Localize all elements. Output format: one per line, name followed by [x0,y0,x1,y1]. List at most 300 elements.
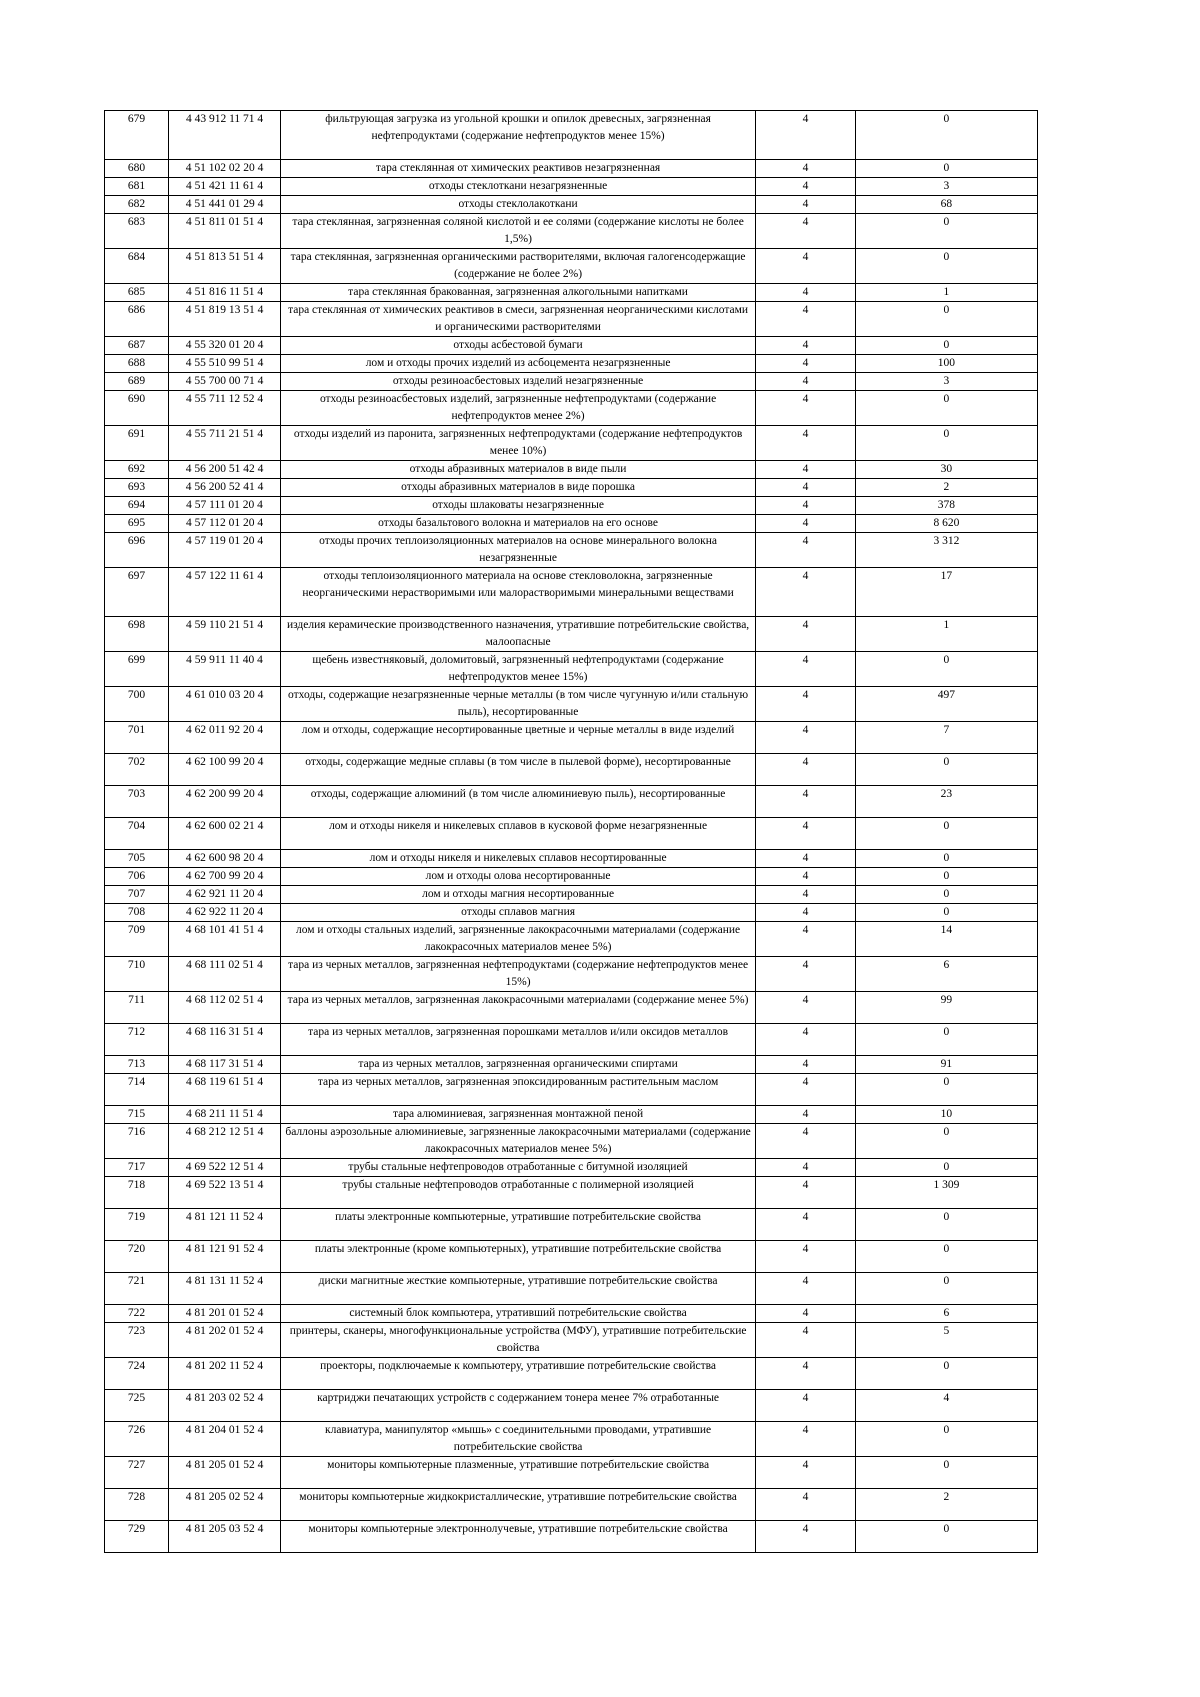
row-number-cell: 715 [105,1106,169,1124]
hazard-class-cell: 4 [756,1390,856,1422]
waste-table-body [105,111,1038,1553]
table-row [105,1074,1038,1106]
waste-name-cell: проекторы, подключаемые к компьютеру, утратившие потребительские свойства [281,1358,756,1390]
hazard-class-cell: 4 [756,1124,856,1159]
quantity-cell: 0 [855,1209,1037,1241]
quantity-cell: 0 [855,754,1037,786]
row-number-cell: 688 [105,355,169,373]
quantity-cell: 0 [855,249,1037,284]
table-row [105,868,1038,886]
row-number-cell: 723 [105,1323,169,1358]
row-number-cell: 708 [105,904,169,922]
row-number-cell: 716 [105,1124,169,1159]
row-number-cell: 709 [105,922,169,957]
hazard-class-cell: 4 [756,426,856,461]
quantity-cell: 0 [855,818,1037,850]
table-row [105,754,1038,786]
row-number-cell: 728 [105,1489,169,1521]
waste-name-cell: отходы, содержащие незагрязненные черные металлы (в том числе чугунную и/или стальную пыль), несортированные [281,687,756,722]
table-row [105,1358,1038,1390]
waste-name-cell: тара из черных металлов, загрязненная эпоксидированным растительным маслом [281,1074,756,1106]
quantity-cell: 0 [855,391,1037,426]
hazard-class-cell: 4 [756,868,856,886]
quantity-cell: 0 [855,886,1037,904]
hazard-class-cell: 4 [756,904,856,922]
quantity-cell: 0 [855,111,1037,160]
table-row [105,373,1038,391]
table-row [105,1106,1038,1124]
table-row [105,1209,1038,1241]
waste-code-cell: 4 81 121 91 52 4 [169,1241,281,1273]
hazard-class-cell: 4 [756,1521,856,1553]
row-number-cell: 704 [105,818,169,850]
row-number-cell: 691 [105,426,169,461]
hazard-class-cell: 4 [756,111,856,160]
quantity-cell: 0 [855,214,1037,249]
quantity-cell: 0 [855,160,1037,178]
waste-name-cell: отходы абразивных материалов в виде порошка [281,479,756,497]
waste-name-cell: лом и отходы никеля и никелевых сплавов в кусковой форме незагрязненные [281,818,756,850]
table-row [105,1241,1038,1273]
waste-code-cell: 4 69 522 12 51 4 [169,1159,281,1177]
waste-code-cell: 4 51 421 11 61 4 [169,178,281,196]
hazard-class-cell: 4 [756,497,856,515]
hazard-class-cell: 4 [756,786,856,818]
hazard-class-cell: 4 [756,1489,856,1521]
row-number-cell: 697 [105,568,169,617]
row-number-cell: 679 [105,111,169,160]
waste-code-cell: 4 68 111 02 51 4 [169,957,281,992]
table-row [105,1159,1038,1177]
quantity-cell: 7 [855,722,1037,754]
row-number-cell: 696 [105,533,169,568]
waste-name-cell: фильтрующая загрузка из угольной крошки и опилок древесных, загрязненная нефтепродуктами (содержание нефтепродуктов менее 15%) [281,111,756,160]
waste-name-cell: отходы стеклоткани незагрязненные [281,178,756,196]
waste-name-cell: диски магнитные жесткие компьютерные, утратившие потребительские свойства [281,1273,756,1305]
row-number-cell: 682 [105,196,169,214]
waste-name-cell: мониторы компьютерные электроннолучевые, утратившие потребительские свойства [281,1521,756,1553]
waste-code-cell: 4 68 212 12 51 4 [169,1124,281,1159]
quantity-cell: 1 [855,617,1037,652]
table-row [105,1124,1038,1159]
table-row [105,461,1038,479]
waste-name-cell: лом и отходы прочих изделий из асбоцемента незагрязненные [281,355,756,373]
waste-code-cell: 4 57 111 01 20 4 [169,497,281,515]
table-row [105,568,1038,617]
waste-code-cell: 4 55 320 01 20 4 [169,337,281,355]
hazard-class-cell: 4 [756,178,856,196]
row-number-cell: 717 [105,1159,169,1177]
hazard-class-cell: 4 [756,1024,856,1056]
table-row [105,722,1038,754]
waste-name-cell: отходы абразивных материалов в виде пыли [281,461,756,479]
table-row [105,337,1038,355]
waste-code-cell: 4 62 921 11 20 4 [169,886,281,904]
row-number-cell: 724 [105,1358,169,1390]
table-row [105,886,1038,904]
quantity-cell: 0 [855,1457,1037,1489]
hazard-class-cell: 4 [756,214,856,249]
hazard-class-cell: 4 [756,284,856,302]
hazard-class-cell: 4 [756,373,856,391]
hazard-class-cell: 4 [756,850,856,868]
waste-name-cell: отходы, содержащие алюминий (в том числе алюминиевую пыль), несортированные [281,786,756,818]
quantity-cell: 378 [855,497,1037,515]
waste-code-cell: 4 59 911 11 40 4 [169,652,281,687]
row-number-cell: 710 [105,957,169,992]
waste-code-cell: 4 55 510 99 51 4 [169,355,281,373]
waste-code-cell: 4 55 711 21 51 4 [169,426,281,461]
waste-name-cell: платы электронные (кроме компьютерных), утратившие потребительские свойства [281,1241,756,1273]
waste-code-cell: 4 51 102 02 20 4 [169,160,281,178]
table-row [105,355,1038,373]
waste-name-cell: тара стеклянная от химических реактивов незагрязненная [281,160,756,178]
waste-code-cell: 4 68 117 31 51 4 [169,1056,281,1074]
quantity-cell: 99 [855,992,1037,1024]
hazard-class-cell: 4 [756,479,856,497]
table-row [105,1422,1038,1457]
table-row [105,515,1038,533]
row-number-cell: 692 [105,461,169,479]
waste-code-cell: 4 81 205 03 52 4 [169,1521,281,1553]
table-row [105,214,1038,249]
quantity-cell: 3 [855,178,1037,196]
waste-name-cell: тара стеклянная от химических реактивов в смеси, загрязненная неорганическими кислотами и органическими растворителями [281,302,756,337]
waste-name-cell: отходы стеклолакоткани [281,196,756,214]
row-number-cell: 685 [105,284,169,302]
hazard-class-cell: 4 [756,1305,856,1323]
waste-name-cell: отходы асбестовой бумаги [281,337,756,355]
waste-name-cell: тара из черных металлов, загрязненная органическими спиртами [281,1056,756,1074]
waste-name-cell: отходы сплавов магния [281,904,756,922]
quantity-cell: 68 [855,196,1037,214]
waste-name-cell: лом и отходы никеля и никелевых сплавов несортированные [281,850,756,868]
hazard-class-cell: 4 [756,515,856,533]
row-number-cell: 681 [105,178,169,196]
waste-code-cell: 4 81 121 11 52 4 [169,1209,281,1241]
hazard-class-cell: 4 [756,1358,856,1390]
waste-code-cell: 4 81 205 02 52 4 [169,1489,281,1521]
table-row [105,1177,1038,1209]
table-row [105,1489,1038,1521]
row-number-cell: 699 [105,652,169,687]
quantity-cell: 3 312 [855,533,1037,568]
row-number-cell: 680 [105,160,169,178]
row-number-cell: 712 [105,1024,169,1056]
quantity-cell: 100 [855,355,1037,373]
waste-name-cell: лом и отходы стальных изделий, загрязненные лакокрасочными материалами (содержание лакокрасочных материалов менее 5%) [281,922,756,957]
hazard-class-cell: 4 [756,160,856,178]
table-row [105,497,1038,515]
hazard-class-cell: 4 [756,1422,856,1457]
table-row [105,1305,1038,1323]
quantity-cell: 14 [855,922,1037,957]
waste-code-cell: 4 62 200 99 20 4 [169,786,281,818]
quantity-cell: 0 [855,904,1037,922]
table-row [105,818,1038,850]
waste-name-cell: отходы изделий из паронита, загрязненных нефтепродуктами (содержание нефтепродуктов менее 10%) [281,426,756,461]
waste-code-cell: 4 62 700 99 20 4 [169,868,281,886]
row-number-cell: 713 [105,1056,169,1074]
waste-code-cell: 4 51 811 01 51 4 [169,214,281,249]
quantity-cell: 0 [855,1124,1037,1159]
table-row [105,1323,1038,1358]
quantity-cell: 1 [855,284,1037,302]
hazard-class-cell: 4 [756,302,856,337]
table-row [105,904,1038,922]
row-number-cell: 720 [105,1241,169,1273]
row-number-cell: 705 [105,850,169,868]
waste-name-cell: картриджи печатающих устройств с содержанием тонера менее 7% отработанные [281,1390,756,1422]
quantity-cell: 0 [855,426,1037,461]
row-number-cell: 689 [105,373,169,391]
table-row [105,957,1038,992]
waste-name-cell: клавиатура, манипулятор «мышь» с соединительными проводами, утратившие потребительские свойства [281,1422,756,1457]
waste-name-cell: трубы стальные нефтепроводов отработанные с полимерной изоляцией [281,1177,756,1209]
waste-code-cell: 4 51 816 11 51 4 [169,284,281,302]
hazard-class-cell: 4 [756,1177,856,1209]
waste-code-cell: 4 81 204 01 52 4 [169,1422,281,1457]
waste-name-cell: тара стеклянная бракованная, загрязненная алкогольными напитками [281,284,756,302]
waste-name-cell: мониторы компьютерные жидкокристаллические, утратившие потребительские свойства [281,1489,756,1521]
quantity-cell: 0 [855,1521,1037,1553]
hazard-class-cell: 4 [756,886,856,904]
waste-name-cell: принтеры, сканеры, многофункциональные устройства (МФУ), утратившие потребительские свойства [281,1323,756,1358]
quantity-cell: 5 [855,1323,1037,1358]
waste-name-cell: отходы прочих теплоизоляционных материалов на основе минерального волокна незагрязненные [281,533,756,568]
hazard-class-cell: 4 [756,1457,856,1489]
table-row [105,426,1038,461]
row-number-cell: 690 [105,391,169,426]
waste-code-cell: 4 56 200 51 42 4 [169,461,281,479]
quantity-cell: 0 [855,850,1037,868]
row-number-cell: 694 [105,497,169,515]
waste-code-cell: 4 62 600 02 21 4 [169,818,281,850]
quantity-cell: 4 [855,1390,1037,1422]
quantity-cell: 0 [855,337,1037,355]
row-number-cell: 721 [105,1273,169,1305]
row-number-cell: 722 [105,1305,169,1323]
waste-name-cell: мониторы компьютерные плазменные, утратившие потребительские свойства [281,1457,756,1489]
waste-code-cell: 4 81 202 11 52 4 [169,1358,281,1390]
table-row [105,1457,1038,1489]
waste-name-cell: системный блок компьютера, утративший потребительские свойства [281,1305,756,1323]
waste-name-cell: тара из черных металлов, загрязненная нефтепродуктами (содержание нефтепродуктов менее 15%) [281,957,756,992]
table-row [105,652,1038,687]
hazard-class-cell: 4 [756,818,856,850]
quantity-cell: 0 [855,1241,1037,1273]
waste-name-cell: тара стеклянная, загрязненная соляной кислотой и ее солями (содержание кислоты не более 1,5%) [281,214,756,249]
hazard-class-cell: 4 [756,1159,856,1177]
quantity-cell: 1 309 [855,1177,1037,1209]
waste-name-cell: тара из черных металлов, загрязненная лакокрасочными материалами (содержание менее 5%) [281,992,756,1024]
waste-code-cell: 4 68 101 41 51 4 [169,922,281,957]
row-number-cell: 726 [105,1422,169,1457]
table-row [105,391,1038,426]
row-number-cell: 695 [105,515,169,533]
table-row [105,850,1038,868]
hazard-class-cell: 4 [756,754,856,786]
table-row [105,1390,1038,1422]
row-number-cell: 725 [105,1390,169,1422]
waste-code-cell: 4 69 522 13 51 4 [169,1177,281,1209]
waste-code-cell: 4 51 441 01 29 4 [169,196,281,214]
waste-name-cell: отходы шлаковаты незагрязненные [281,497,756,515]
quantity-cell: 17 [855,568,1037,617]
waste-code-cell: 4 62 600 98 20 4 [169,850,281,868]
waste-code-cell: 4 81 201 01 52 4 [169,1305,281,1323]
waste-code-cell: 4 56 200 52 41 4 [169,479,281,497]
quantity-cell: 497 [855,687,1037,722]
table-row [105,1024,1038,1056]
table-row [105,533,1038,568]
row-number-cell: 707 [105,886,169,904]
hazard-class-cell: 4 [756,992,856,1024]
quantity-cell: 0 [855,1159,1037,1177]
hazard-class-cell: 4 [756,568,856,617]
table-row [105,178,1038,196]
waste-code-cell: 4 81 205 01 52 4 [169,1457,281,1489]
hazard-class-cell: 4 [756,391,856,426]
row-number-cell: 703 [105,786,169,818]
row-number-cell: 684 [105,249,169,284]
waste-name-cell: щебень известняковый, доломитовый, загрязненный нефтепродуктами (содержание нефтепродуктов менее 15%) [281,652,756,687]
table-row [105,992,1038,1024]
waste-name-cell: лом и отходы магния несортированные [281,886,756,904]
table-row [105,111,1038,160]
row-number-cell: 700 [105,687,169,722]
hazard-class-cell: 4 [756,722,856,754]
table-row [105,302,1038,337]
table-row [105,284,1038,302]
hazard-class-cell: 4 [756,617,856,652]
hazard-class-cell: 4 [756,687,856,722]
row-number-cell: 683 [105,214,169,249]
hazard-class-cell: 4 [756,1106,856,1124]
table-row [105,196,1038,214]
hazard-class-cell: 4 [756,337,856,355]
hazard-class-cell: 4 [756,1209,856,1241]
quantity-cell: 30 [855,461,1037,479]
quantity-cell: 2 [855,479,1037,497]
waste-name-cell: лом и отходы, содержащие несортированные цветные и черные металлы в виде изделий [281,722,756,754]
row-number-cell: 686 [105,302,169,337]
waste-name-cell: отходы резиноасбестовых изделий незагрязненные [281,373,756,391]
waste-code-cell: 4 68 112 02 51 4 [169,992,281,1024]
waste-code-cell: 4 51 819 13 51 4 [169,302,281,337]
quantity-cell: 0 [855,1074,1037,1106]
row-number-cell: 702 [105,754,169,786]
waste-name-cell: трубы стальные нефтепроводов отработанные с битумной изоляцией [281,1159,756,1177]
quantity-cell: 0 [855,302,1037,337]
hazard-class-cell: 4 [756,461,856,479]
quantity-cell: 6 [855,957,1037,992]
hazard-class-cell: 4 [756,1241,856,1273]
waste-name-cell: платы электронные компьютерные, утратившие потребительские свойства [281,1209,756,1241]
table-row [105,1056,1038,1074]
waste-name-cell: отходы, содержащие медные сплавы (в том числе в пылевой форме), несортированные [281,754,756,786]
row-number-cell: 718 [105,1177,169,1209]
waste-code-cell: 4 81 203 02 52 4 [169,1390,281,1422]
row-number-cell: 706 [105,868,169,886]
waste-code-cell: 4 43 912 11 71 4 [169,111,281,160]
table-row [105,1273,1038,1305]
waste-code-cell: 4 57 112 01 20 4 [169,515,281,533]
hazard-class-cell: 4 [756,249,856,284]
waste-code-cell: 4 68 119 61 51 4 [169,1074,281,1106]
quantity-cell: 0 [855,1024,1037,1056]
waste-code-cell: 4 81 202 01 52 4 [169,1323,281,1358]
quantity-cell: 0 [855,1422,1037,1457]
hazard-class-cell: 4 [756,922,856,957]
waste-code-cell: 4 55 700 00 71 4 [169,373,281,391]
hazard-class-cell: 4 [756,196,856,214]
waste-code-cell: 4 68 211 11 51 4 [169,1106,281,1124]
waste-code-cell: 4 62 100 99 20 4 [169,754,281,786]
row-number-cell: 714 [105,1074,169,1106]
table-row [105,617,1038,652]
quantity-cell: 0 [855,868,1037,886]
hazard-class-cell: 4 [756,957,856,992]
table-row [105,479,1038,497]
quantity-cell: 3 [855,373,1037,391]
waste-code-cell: 4 55 711 12 52 4 [169,391,281,426]
table-row [105,922,1038,957]
row-number-cell: 698 [105,617,169,652]
waste-code-cell: 4 68 116 31 51 4 [169,1024,281,1056]
quantity-cell: 91 [855,1056,1037,1074]
waste-code-cell: 4 81 131 11 52 4 [169,1273,281,1305]
table-row [105,786,1038,818]
row-number-cell: 693 [105,479,169,497]
row-number-cell: 729 [105,1521,169,1553]
table-row [105,687,1038,722]
quantity-cell: 6 [855,1305,1037,1323]
quantity-cell: 0 [855,652,1037,687]
waste-name-cell: изделия керамические производственного назначения, утратившие потребительские свойства, малоопасные [281,617,756,652]
waste-code-cell: 4 57 119 01 20 4 [169,533,281,568]
row-number-cell: 687 [105,337,169,355]
waste-name-cell: тара стеклянная, загрязненная органическими растворителями, включая галогенсодержащие (содержание не более 2%) [281,249,756,284]
waste-code-cell: 4 59 110 21 51 4 [169,617,281,652]
quantity-cell: 0 [855,1358,1037,1390]
quantity-cell: 2 [855,1489,1037,1521]
waste-name-cell: отходы резиноасбестовых изделий, загрязненные нефтепродуктами (содержание нефтепродуктов менее 2%) [281,391,756,426]
waste-code-cell: 4 62 011 92 20 4 [169,722,281,754]
quantity-cell: 8 620 [855,515,1037,533]
row-number-cell: 719 [105,1209,169,1241]
waste-table-page [104,110,1038,1553]
hazard-class-cell: 4 [756,1273,856,1305]
quantity-cell: 23 [855,786,1037,818]
hazard-class-cell: 4 [756,1056,856,1074]
waste-name-cell: отходы теплоизоляционного материала на основе стекловолокна, загрязненные неорганическими нерастворимыми или малорастворимыми минеральными веществами [281,568,756,617]
hazard-class-cell: 4 [756,355,856,373]
waste-code-cell: 4 61 010 03 20 4 [169,687,281,722]
waste-name-cell: баллоны аэрозольные алюминиевые, загрязненные лакокрасочными материалами (содержание лакокрасочных материалов менее 5%) [281,1124,756,1159]
waste-code-cell: 4 62 922 11 20 4 [169,904,281,922]
hazard-class-cell: 4 [756,533,856,568]
hazard-class-cell: 4 [756,1323,856,1358]
quantity-cell: 10 [855,1106,1037,1124]
row-number-cell: 727 [105,1457,169,1489]
waste-name-cell: тара из черных металлов, загрязненная порошками металлов и/или оксидов металлов [281,1024,756,1056]
quantity-cell: 0 [855,1273,1037,1305]
table-row [105,249,1038,284]
waste-name-cell: тара алюминиевая, загрязненная монтажной пеной [281,1106,756,1124]
table-row [105,1521,1038,1553]
row-number-cell: 711 [105,992,169,1024]
